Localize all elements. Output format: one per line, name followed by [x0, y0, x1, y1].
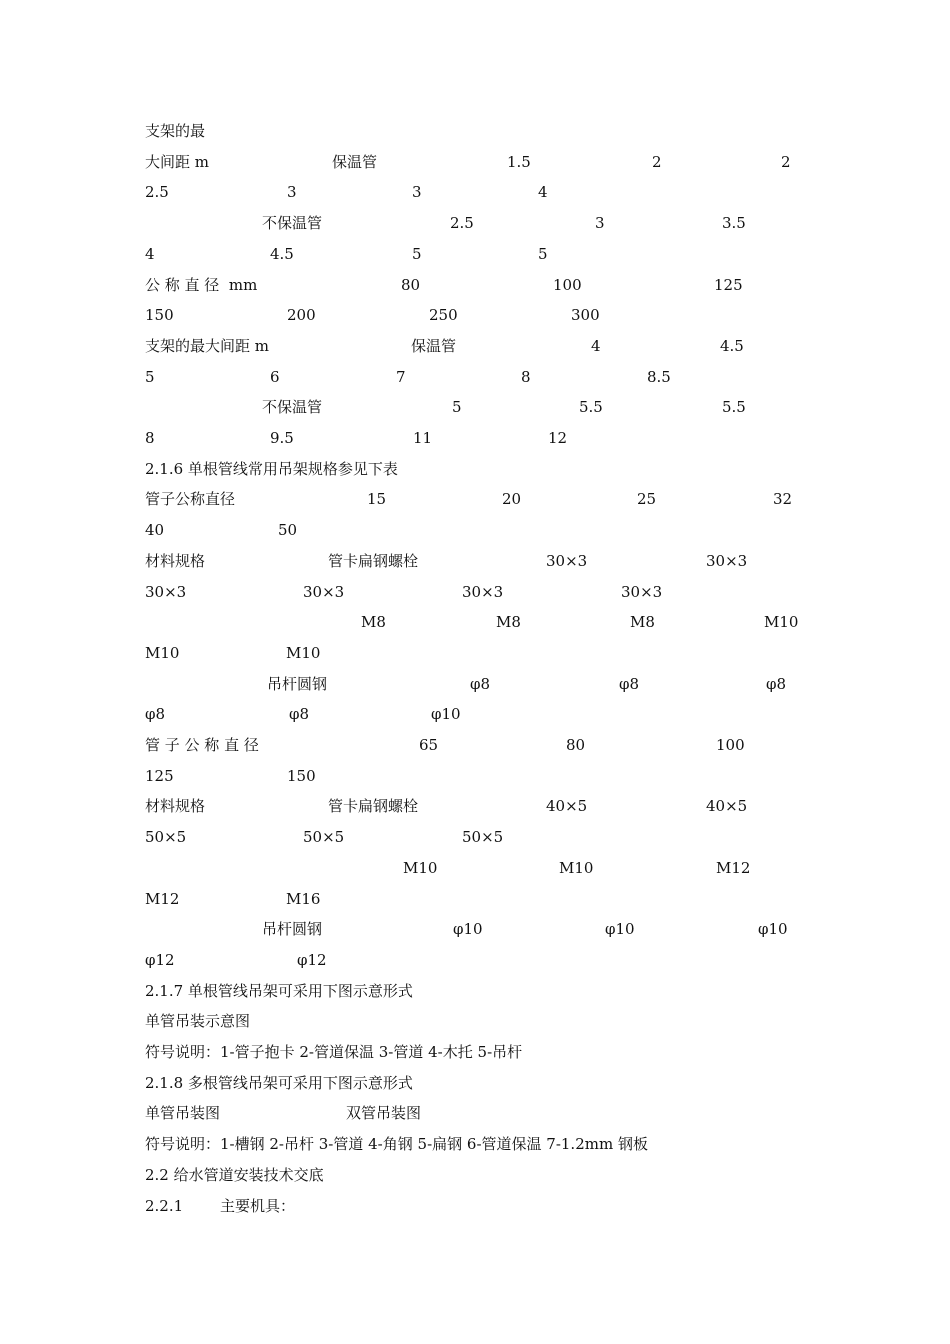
text-segment: 5 — [538, 244, 548, 263]
text-segment: M10 — [559, 858, 594, 877]
text-line — [0, 917, 950, 941]
text-segment: 30×3 — [546, 551, 588, 570]
text-segment: 5.5 — [579, 398, 603, 417]
text-segment: 5 — [145, 367, 155, 386]
text-segment: M8 — [361, 613, 386, 632]
text-segment: φ8 — [145, 705, 166, 724]
text-segment: 8 — [145, 429, 155, 447]
text-segment: 32 — [773, 490, 793, 509]
text-segment: 20 — [502, 490, 522, 509]
text-segment: 大间距 m — [145, 152, 209, 171]
text-segment: 不保温管 — [262, 398, 323, 417]
text-segment: M12 — [716, 858, 751, 877]
text-segment: 2.2 给水管道安装技术交底 — [145, 1165, 324, 1184]
text-line — [0, 641, 950, 665]
text-segment: M10 — [286, 643, 321, 662]
text-segment: φ10 — [605, 920, 635, 939]
text-segment: 30×3 — [706, 551, 748, 570]
text-line — [0, 979, 950, 1003]
text-segment: 符号说明：1-槽钢 2-吊杆 3-管道 4-角钢 5-扁钢 6-管道保温 7-1.2mm 钢板 — [145, 1135, 648, 1154]
text-line — [0, 1040, 950, 1064]
text-line — [0, 672, 950, 696]
text-segment: 30×3 — [145, 582, 187, 601]
text-line — [0, 518, 950, 542]
text-segment: 250 — [429, 306, 458, 325]
text-segment: 1.5 — [507, 152, 531, 171]
text-segment: 吊杆圆钢 — [262, 920, 323, 939]
text-line — [0, 610, 950, 634]
text-segment: 3 — [595, 214, 605, 233]
text-segment: 3 — [287, 183, 297, 202]
text-line — [0, 150, 950, 174]
text-segment: 管卡扁钢螺栓 — [328, 797, 419, 816]
text-line — [0, 702, 950, 726]
text-line — [0, 426, 950, 450]
text-segment: φ12 — [145, 950, 175, 969]
text-line — [0, 457, 950, 481]
text-segment: 4 — [538, 183, 548, 202]
text-segment: 125 — [145, 766, 174, 785]
text-segment: 主要机具： — [220, 1196, 296, 1215]
text-segment: 25 — [637, 490, 657, 509]
text-segment: M8 — [630, 613, 655, 632]
text-segment: 100 — [716, 736, 745, 754]
text-segment: 3.5 — [722, 214, 746, 233]
text-segment: 符号说明：1-管子抱卡 2-管道保温 3-管道 4-木托 5-吊杆 — [145, 1043, 523, 1061]
text-line — [0, 487, 950, 511]
text-line — [0, 303, 950, 327]
text-segment: 5 — [412, 244, 422, 263]
text-segment: 管 子 公 称 直 径 — [145, 736, 259, 754]
text-line — [0, 549, 950, 573]
text-segment: 50 — [278, 521, 298, 540]
text-segment: 单管吊装图 — [145, 1104, 221, 1123]
text-line — [0, 1101, 950, 1125]
text-segment: 3 — [412, 183, 422, 202]
text-line — [0, 733, 950, 757]
text-segment: 50×5 — [462, 828, 504, 847]
text-segment: 30×3 — [462, 582, 504, 601]
text-line — [0, 242, 950, 266]
text-segment: M10 — [764, 613, 799, 632]
text-segment: φ8 — [766, 674, 787, 693]
text-line — [0, 1132, 950, 1156]
text-segment: φ8 — [289, 705, 310, 724]
text-segment: 4 — [591, 336, 601, 355]
text-segment: 吊杆圆钢 — [267, 674, 328, 693]
text-segment: 200 — [287, 306, 316, 325]
text-segment: M12 — [145, 889, 180, 908]
text-segment: 管子公称直径 — [145, 490, 236, 509]
text-segment: 300 — [571, 306, 600, 325]
text-line — [0, 395, 950, 419]
text-line — [0, 764, 950, 788]
text-segment: 支架的最大间距 m — [145, 336, 269, 355]
text-segment: 支架的最 — [145, 122, 206, 140]
text-line — [0, 119, 950, 143]
text-segment: 40×5 — [546, 797, 588, 816]
text-segment: 2.1.6 单根管线常用吊架规格参见下表 — [145, 459, 398, 478]
text-line — [0, 825, 950, 849]
text-line — [0, 1163, 950, 1187]
text-line — [0, 273, 950, 297]
text-segment: 2.1.7 单根管线吊架可采用下图示意形式 — [145, 981, 413, 1000]
text-segment: φ12 — [297, 950, 327, 969]
text-segment: 8 — [521, 367, 531, 386]
text-segment: φ10 — [758, 920, 788, 939]
text-line — [0, 794, 950, 818]
text-line — [0, 334, 950, 358]
text-segment: 保温管 — [411, 336, 457, 355]
text-segment: 80 — [566, 736, 586, 754]
text-segment: 65 — [419, 736, 439, 754]
text-line — [0, 180, 950, 204]
text-segment: φ10 — [453, 920, 483, 939]
text-segment: 50×5 — [145, 828, 187, 847]
text-segment: 2.5 — [450, 214, 474, 233]
text-segment: 材料规格 — [145, 797, 206, 816]
text-segment: 2.1.8 多根管线吊架可采用下图示意形式 — [145, 1073, 413, 1092]
text-segment: 150 — [145, 306, 174, 325]
text-segment: 8.5 — [647, 367, 671, 386]
text-segment: 2.2.1 — [145, 1196, 184, 1215]
text-segment: 125 — [714, 275, 743, 294]
text-segment: M8 — [496, 613, 521, 632]
text-segment: 单管吊装示意图 — [145, 1012, 251, 1031]
text-segment: 12 — [548, 429, 568, 447]
text-segment: 6 — [270, 367, 280, 386]
text-segment: 9.5 — [270, 429, 294, 447]
text-segment: 2.5 — [145, 183, 169, 202]
text-segment: 50×5 — [303, 828, 345, 847]
text-segment: 4.5 — [270, 244, 294, 263]
text-segment: 100 — [553, 275, 582, 294]
text-segment: 2 — [781, 152, 791, 171]
text-segment: 30×3 — [621, 582, 663, 601]
text-line — [0, 1071, 950, 1095]
text-segment: M16 — [286, 889, 321, 908]
text-segment: 30×3 — [303, 582, 345, 601]
text-line — [0, 580, 950, 604]
text-segment: 双管吊装图 — [346, 1104, 422, 1123]
text-segment: M10 — [403, 858, 438, 877]
text-segment: 5.5 — [722, 398, 746, 417]
text-segment: 保温管 — [332, 152, 378, 171]
text-segment: 4 — [145, 244, 155, 263]
text-segment: 材料规格 — [145, 551, 206, 570]
text-line — [0, 1009, 950, 1033]
text-line — [0, 1194, 950, 1218]
text-segment: 5 — [452, 398, 462, 417]
text-segment: 管卡扁钢螺栓 — [328, 551, 419, 570]
text-segment: 2 — [652, 152, 662, 171]
text-segment: 150 — [287, 766, 316, 785]
text-segment: M10 — [145, 643, 180, 662]
text-segment: 公 称 直 径 mm — [145, 275, 258, 294]
text-line — [0, 948, 950, 972]
text-segment: 11 — [413, 429, 433, 447]
text-line — [0, 211, 950, 235]
text-segment: φ8 — [470, 674, 491, 693]
text-segment: 不保温管 — [262, 214, 323, 233]
text-segment: 40×5 — [706, 797, 748, 816]
text-segment: 4.5 — [720, 336, 744, 355]
text-segment: 15 — [367, 490, 387, 509]
text-segment: φ8 — [619, 674, 640, 693]
text-line — [0, 365, 950, 389]
text-segment: 80 — [401, 275, 421, 294]
text-line — [0, 856, 950, 880]
text-segment: φ10 — [431, 705, 461, 724]
text-segment: 40 — [145, 521, 165, 540]
text-line — [0, 887, 950, 911]
text-segment: 7 — [396, 367, 406, 386]
